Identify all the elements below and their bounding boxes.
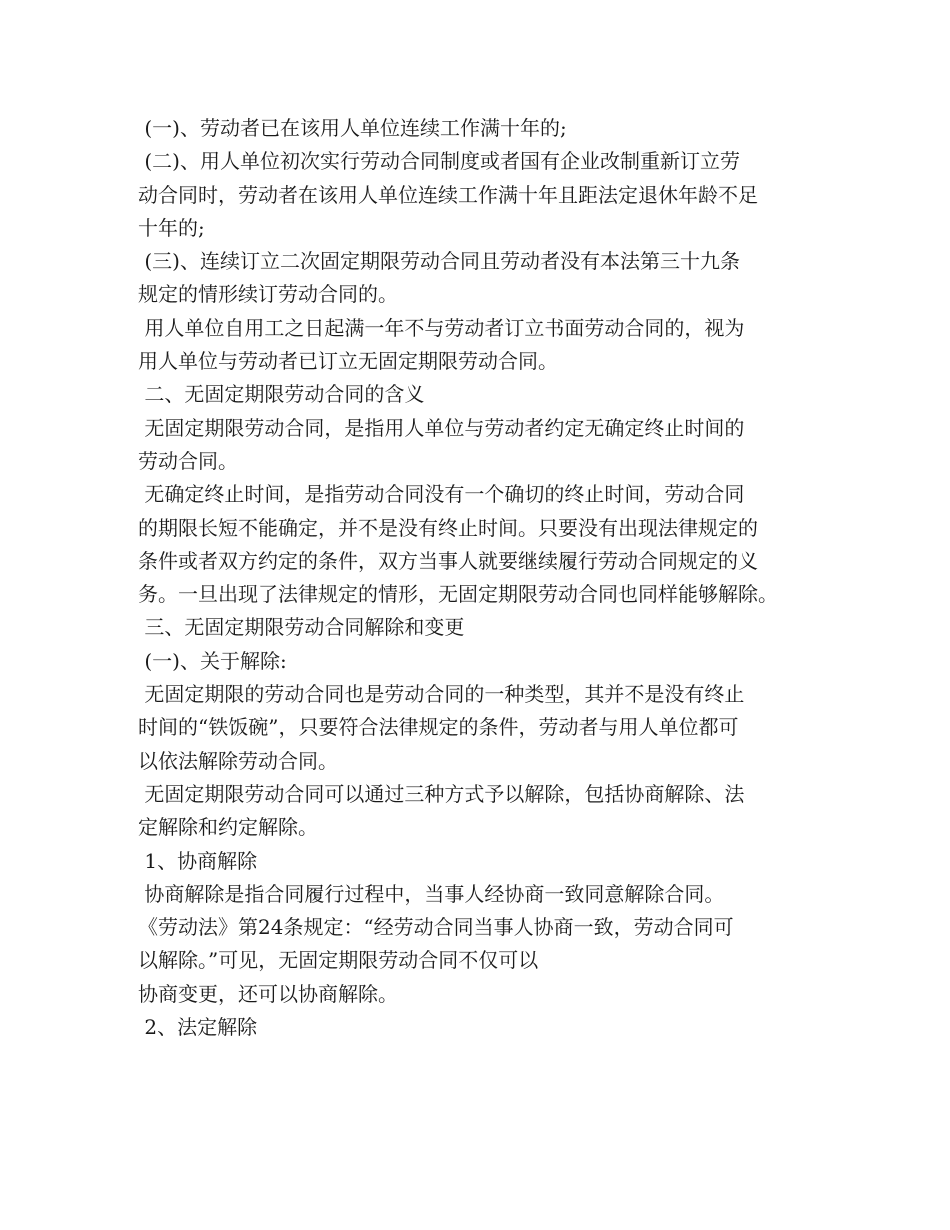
text-line: (二)、用人单位初次实行劳动合同制度或者国有企业改制重新订立劳: [138, 149, 740, 174]
text-line: 规定的情形续订劳动合同的。: [138, 282, 398, 307]
text-line: 以依法解除劳动合同。: [138, 748, 338, 773]
text-line: 以解除。”可见，无固定期限劳动合同不仅可以: [138, 948, 539, 973]
text-line: 劳动合同。: [138, 448, 238, 473]
subsection-heading: 2、法定解除: [138, 1015, 258, 1040]
text-line: 时间的“铁饭碗”，只要符合法律规定的条件，劳动者与用人单位都可: [138, 715, 739, 740]
section-heading: 三、无固定期限劳动合同解除和变更: [138, 615, 465, 640]
text-line: 协商变更，还可以协商解除。: [138, 981, 398, 1006]
text-line: 定解除和约定解除。: [138, 815, 318, 840]
subsection-heading: (一)、关于解除:: [138, 648, 287, 673]
text-line: (一)、劳动者已在该用人单位连续工作满十年的;: [138, 116, 567, 140]
text-line: 的期限长短不能确定，并不是没有终止时间。只要没有出现法律规定的: [138, 515, 758, 540]
text-line: 《劳动法》第24条规定：“经劳动合同当事人协商一致，劳动合同可: [138, 915, 734, 940]
text-line: (三)、连续订立二次固定期限劳动合同且劳动者没有本法第三十九条: [138, 249, 740, 274]
text-line: 条件或者双方约定的条件，双方当事人就要继续履行劳动合同规定的义: [138, 548, 758, 573]
text-line: 无确定终止时间，是指劳动合同没有一个确切的终止时间，劳动合同: [138, 482, 745, 507]
section-heading: 二、无固定期限劳动合同的含义: [138, 382, 425, 407]
text-line: 用人单位与劳动者已订立无固定期限劳动合同。: [138, 349, 558, 374]
subsection-heading: 1、协商解除: [138, 848, 258, 873]
text-line: 无固定期限劳动合同，是指用人单位与劳动者约定无确定终止时间的: [138, 415, 745, 440]
text-line: 用人单位自用工之日起满一年不与劳动者订立书面劳动合同的，视为: [138, 315, 745, 340]
text-line: 动合同时，劳动者在该用人单位连续工作满十年且距法定退休年龄不足: [138, 182, 758, 207]
document-page: [138, 112, 828, 1044]
text-line: 无固定期限的劳动合同也是劳动合同的一种类型，其并不是没有终止: [138, 682, 745, 707]
text-line: 务。一旦出现了法律规定的情形，无固定期限劳动合同也同样能够解除。: [138, 582, 778, 607]
text-line: 协商解除是指合同履行过程中，当事人经协商一致同意解除合同。: [138, 881, 725, 906]
text-line: 无固定期限劳动合同可以通过三种方式予以解除，包括协商解除、法: [138, 781, 745, 806]
text-line: 十年的;: [138, 215, 205, 240]
